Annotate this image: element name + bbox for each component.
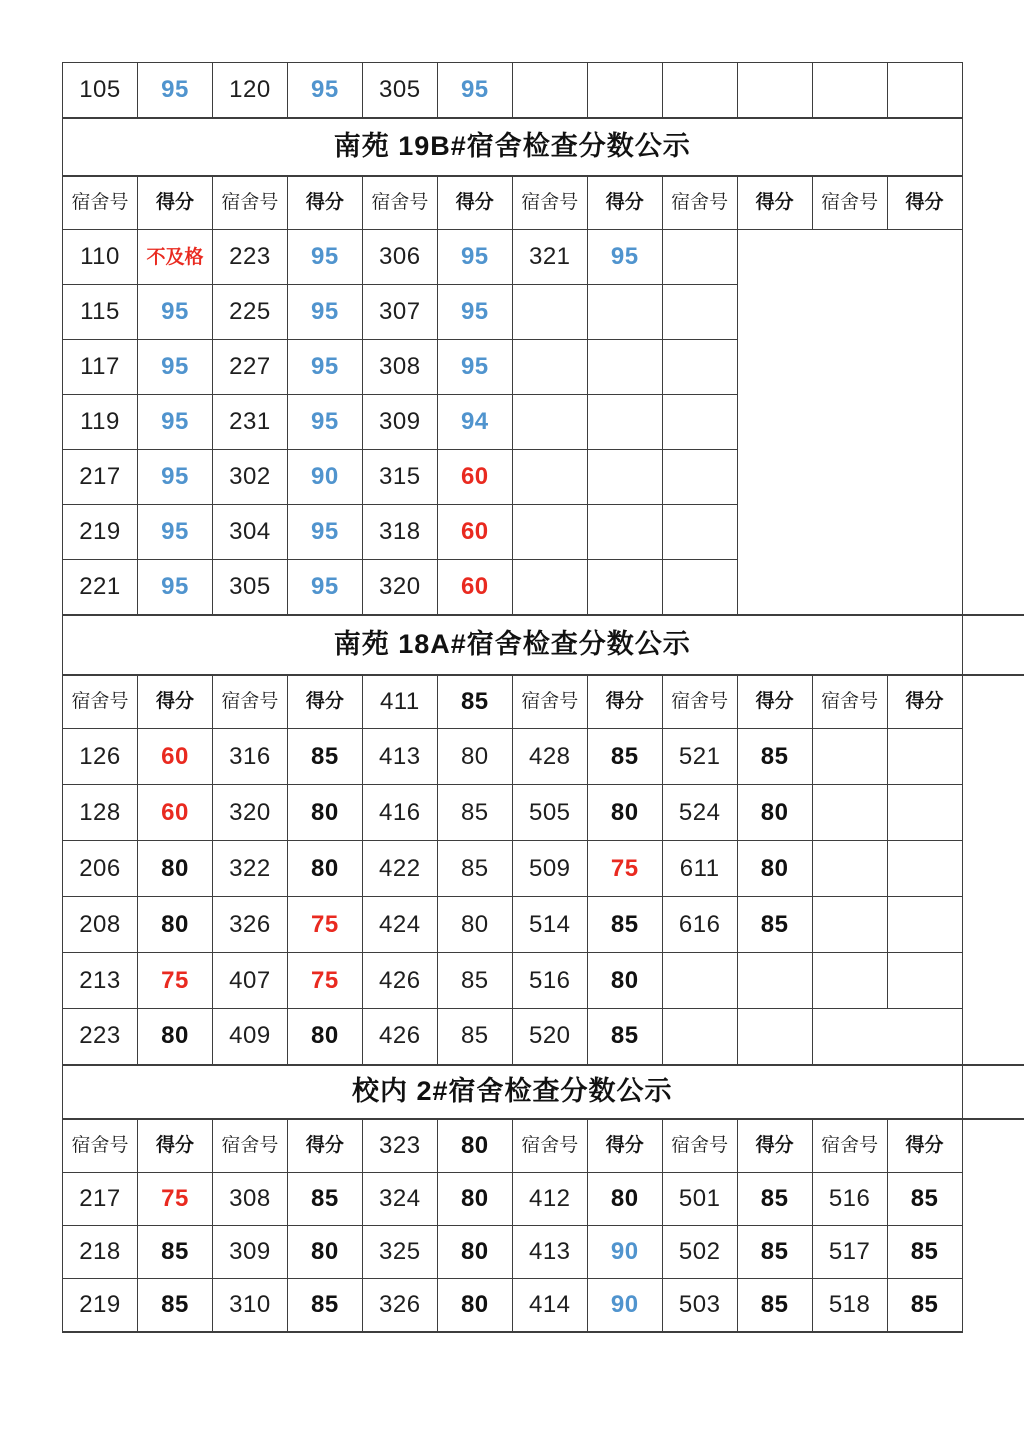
header-score-label-cell: 得分 <box>137 1119 212 1173</box>
room-number-cell: 325 <box>362 1226 437 1279</box>
score-cell: 90 <box>287 450 362 505</box>
score-cell: 80 <box>737 785 812 841</box>
page-margin-cell <box>962 953 1024 1009</box>
empty-cell <box>887 953 962 1009</box>
header-room-label-cell: 宿舍号 <box>212 1119 287 1173</box>
score-cell: 80 <box>137 897 212 953</box>
score-cell: 95 <box>287 63 362 118</box>
empty-cell <box>662 285 737 340</box>
score-cell: 85 <box>287 1173 362 1226</box>
room-number-cell: 517 <box>812 1226 887 1279</box>
room-number-cell: 501 <box>662 1173 737 1226</box>
room-number-cell: 306 <box>362 230 437 285</box>
score-cell: 80 <box>437 1279 512 1332</box>
section-title-row <box>63 118 1024 176</box>
page-margin-cell <box>962 1173 1024 1226</box>
dormitory-score-sheet <box>62 62 1024 1333</box>
room-number-cell: 520 <box>512 1009 587 1065</box>
room-number-cell: 304 <box>212 505 287 560</box>
score-cell: 95 <box>287 505 362 560</box>
empty-cell <box>662 953 737 1009</box>
empty-cell <box>512 450 587 505</box>
score-cell: 80 <box>437 1173 512 1226</box>
room-number-cell: 305 <box>362 63 437 118</box>
section-title-row <box>63 615 1024 675</box>
empty-cell <box>662 1009 737 1065</box>
table-row <box>63 785 1024 841</box>
room-number-cell: 227 <box>212 340 287 395</box>
empty-cell <box>587 505 662 560</box>
empty-cell <box>812 785 887 841</box>
header-room-label-cell: 宿舍号 <box>212 675 287 729</box>
score-cell: 95 <box>137 395 212 450</box>
score-cell: 80 <box>587 785 662 841</box>
room-number-cell: 302 <box>212 450 287 505</box>
score-cell: 80 <box>437 1226 512 1279</box>
header-score-label-cell: 得分 <box>737 176 812 230</box>
empty-cell <box>812 953 887 1009</box>
score-cell: 80 <box>287 1226 362 1279</box>
score-cell: 75 <box>287 897 362 953</box>
empty-cell <box>812 1009 962 1065</box>
empty-cell <box>587 560 662 615</box>
score-cell: 95 <box>137 63 212 118</box>
room-number-cell: 326 <box>212 897 287 953</box>
room-number-cell: 225 <box>212 285 287 340</box>
room-number-cell: 231 <box>212 395 287 450</box>
header-score-label-cell: 得分 <box>737 1119 812 1173</box>
room-number-cell: 616 <box>662 897 737 953</box>
room-number-cell: 309 <box>362 395 437 450</box>
room-number-cell: 411 <box>362 675 437 729</box>
header-score-label-cell: 得分 <box>137 675 212 729</box>
empty-cell <box>512 285 587 340</box>
score-cell: 85 <box>887 1173 962 1226</box>
empty-cell <box>662 395 737 450</box>
score-cell: 85 <box>887 1226 962 1279</box>
score-cell: 95 <box>287 560 362 615</box>
header-score-label-cell: 得分 <box>587 1119 662 1173</box>
room-number-cell: 407 <box>212 953 287 1009</box>
empty-cell <box>587 450 662 505</box>
empty-cell <box>587 340 662 395</box>
room-number-cell: 309 <box>212 1226 287 1279</box>
merged-empty-region <box>737 230 962 615</box>
header-score-label-cell: 得分 <box>137 176 212 230</box>
header-room-label-cell: 宿舍号 <box>512 675 587 729</box>
header-score-label-cell: 得分 <box>737 675 812 729</box>
table-row <box>63 729 1024 785</box>
room-number-cell: 110 <box>63 230 138 285</box>
table-row <box>63 1279 1024 1332</box>
score-cell: 80 <box>587 1173 662 1226</box>
room-number-cell: 320 <box>212 785 287 841</box>
room-number-cell: 424 <box>362 897 437 953</box>
header-room-label-cell: 宿舍号 <box>812 675 887 729</box>
room-number-cell: 413 <box>512 1226 587 1279</box>
header-row <box>63 675 1024 729</box>
room-number-cell: 206 <box>63 841 138 897</box>
score-cell: 95 <box>437 285 512 340</box>
page-margin-cell <box>962 1009 1024 1065</box>
score-cell: 80 <box>287 841 362 897</box>
score-cell: 85 <box>287 729 362 785</box>
page-margin-cell <box>962 785 1024 841</box>
header-room-label-cell: 宿舍号 <box>812 176 887 230</box>
room-number-cell: 223 <box>63 1009 138 1065</box>
score-cell: 95 <box>437 340 512 395</box>
header-room-label-cell: 宿舍号 <box>662 1119 737 1173</box>
score-cell: 85 <box>287 1279 362 1332</box>
score-cell: 85 <box>737 897 812 953</box>
room-number-cell: 521 <box>662 729 737 785</box>
score-cell: 80 <box>437 1119 512 1173</box>
room-number-cell: 505 <box>512 785 587 841</box>
room-number-cell: 85 <box>437 1009 512 1065</box>
score-cell: 85 <box>737 1173 812 1226</box>
score-cell: 85 <box>587 897 662 953</box>
score-cell: 85 <box>737 1279 812 1332</box>
empty-cell <box>587 285 662 340</box>
room-number-cell: 416 <box>362 785 437 841</box>
table-row <box>63 1226 1024 1279</box>
room-number-cell: 316 <box>212 729 287 785</box>
room-number-cell: 85 <box>437 953 512 1009</box>
section-title-xiaonei-2: 校内 2#宿舍检查分数公示 <box>63 1065 963 1119</box>
score-cell: 85 <box>437 675 512 729</box>
room-number-cell: 516 <box>512 953 587 1009</box>
empty-cell <box>737 63 812 118</box>
room-number-cell: 524 <box>662 785 737 841</box>
room-number-cell: 318 <box>362 505 437 560</box>
room-number-cell: 514 <box>512 897 587 953</box>
header-score-label-cell: 得分 <box>887 176 962 230</box>
score-cell: 60 <box>137 729 212 785</box>
room-number-cell: 426 <box>362 953 437 1009</box>
score-cell: 60 <box>437 505 512 560</box>
score-cell: 不及格 <box>137 230 212 285</box>
room-number-cell: 219 <box>63 1279 138 1332</box>
score-cell: 60 <box>437 450 512 505</box>
score-cell: 95 <box>137 505 212 560</box>
score-cell: 94 <box>437 395 512 450</box>
room-number-cell: 422 <box>362 841 437 897</box>
room-number-cell: 120 <box>212 63 287 118</box>
header-score-label-cell: 得分 <box>287 176 362 230</box>
room-number-cell: 320 <box>362 560 437 615</box>
page-margin-cell <box>962 505 1024 560</box>
room-number-cell: 503 <box>662 1279 737 1332</box>
room-number-cell: 322 <box>212 841 287 897</box>
score-cell: 85 <box>737 1226 812 1279</box>
score-cell: 75 <box>137 953 212 1009</box>
empty-cell <box>887 841 962 897</box>
score-cell: 95 <box>137 450 212 505</box>
header-room-label-cell: 宿舍号 <box>512 1119 587 1173</box>
page-margin-cell <box>962 675 1024 729</box>
room-number-cell: 413 <box>362 729 437 785</box>
header-score-label-cell: 得分 <box>887 675 962 729</box>
page-margin-cell <box>962 340 1024 395</box>
score-cell: 95 <box>287 395 362 450</box>
room-number-cell: 516 <box>812 1173 887 1226</box>
room-number-cell: 321 <box>512 230 587 285</box>
table-row <box>63 953 1024 1009</box>
empty-cell <box>887 897 962 953</box>
empty-cell <box>512 560 587 615</box>
empty-cell <box>662 450 737 505</box>
empty-cell <box>887 729 962 785</box>
room-number-cell: 80 <box>437 897 512 953</box>
page-margin-cell <box>962 729 1024 785</box>
empty-cell <box>812 729 887 785</box>
empty-cell <box>662 505 737 560</box>
header-row <box>63 1119 1024 1173</box>
score-cell: 85 <box>587 1009 662 1065</box>
header-score-label-cell: 得分 <box>587 675 662 729</box>
room-number-cell: 409 <box>212 1009 287 1065</box>
table-row <box>63 1009 1024 1065</box>
room-number-cell: 307 <box>362 285 437 340</box>
room-number-cell: 208 <box>63 897 138 953</box>
score-cell: 95 <box>137 340 212 395</box>
score-cell: 80 <box>137 841 212 897</box>
room-number-cell: 217 <box>63 450 138 505</box>
header-room-label-cell: 宿舍号 <box>63 1119 138 1173</box>
score-cell: 80 <box>137 1009 212 1065</box>
header-score-label-cell: 得分 <box>887 1119 962 1173</box>
room-number-cell: 85 <box>437 785 512 841</box>
room-number-cell: 502 <box>662 1226 737 1279</box>
score-cell: 80 <box>587 953 662 1009</box>
room-number-cell: 105 <box>63 63 138 118</box>
empty-cell <box>812 63 887 118</box>
score-cell: 85 <box>587 729 662 785</box>
header-room-label-cell: 宿舍号 <box>812 1119 887 1173</box>
room-number-cell: 323 <box>362 1119 437 1173</box>
score-cell: 85 <box>137 1226 212 1279</box>
score-cell: 95 <box>437 230 512 285</box>
score-cell: 80 <box>287 785 362 841</box>
empty-cell <box>662 340 737 395</box>
room-number-cell: 428 <box>512 729 587 785</box>
empty-cell <box>812 897 887 953</box>
room-number-cell: 85 <box>437 841 512 897</box>
room-number-cell: 518 <box>812 1279 887 1332</box>
header-score-label-cell: 得分 <box>287 1119 362 1173</box>
score-cell: 85 <box>887 1279 962 1332</box>
header-room-label-cell: 宿舍号 <box>512 176 587 230</box>
score-cell: 95 <box>287 230 362 285</box>
score-cell: 85 <box>737 729 812 785</box>
header-score-label-cell: 得分 <box>587 176 662 230</box>
empty-cell <box>587 395 662 450</box>
room-number-cell: 223 <box>212 230 287 285</box>
page-margin-cell <box>962 395 1024 450</box>
header-score-label-cell: 得分 <box>287 675 362 729</box>
room-number-cell: 308 <box>212 1173 287 1226</box>
page-margin-cell <box>962 118 1024 176</box>
empty-cell <box>587 63 662 118</box>
empty-cell <box>512 505 587 560</box>
room-number-cell: 611 <box>662 841 737 897</box>
score-cell: 95 <box>287 340 362 395</box>
header-score-label-cell: 得分 <box>437 176 512 230</box>
page-margin-cell <box>962 176 1024 230</box>
score-cell: 95 <box>287 285 362 340</box>
page-margin-cell <box>962 63 1024 118</box>
page-margin-cell <box>962 1119 1024 1173</box>
page-margin-cell <box>962 841 1024 897</box>
section-title-nanyuan-18a: 南苑 18A#宿舍检查分数公示 <box>63 615 963 675</box>
room-number-cell: 117 <box>63 340 138 395</box>
score-cell: 75 <box>287 953 362 1009</box>
page-margin-cell <box>962 560 1024 615</box>
room-number-cell: 308 <box>362 340 437 395</box>
score-cell: 95 <box>437 63 512 118</box>
empty-cell <box>512 63 587 118</box>
room-number-cell: 218 <box>63 1226 138 1279</box>
room-number-cell: 310 <box>212 1279 287 1332</box>
empty-cell <box>662 560 737 615</box>
score-cell: 90 <box>587 1279 662 1332</box>
score-cell: 95 <box>587 230 662 285</box>
header-room-label-cell: 宿舍号 <box>662 176 737 230</box>
section-title-row <box>63 1065 1024 1119</box>
empty-cell <box>737 953 812 1009</box>
room-number-cell: 305 <box>212 560 287 615</box>
room-number-cell: 221 <box>63 560 138 615</box>
header-room-label-cell: 宿舍号 <box>212 176 287 230</box>
score-cell: 75 <box>137 1173 212 1226</box>
table-row <box>63 230 1024 285</box>
table-row <box>63 897 1024 953</box>
score-cell: 60 <box>437 560 512 615</box>
empty-cell <box>512 340 587 395</box>
room-number-cell: 324 <box>362 1173 437 1226</box>
room-number-cell: 128 <box>63 785 138 841</box>
empty-cell <box>812 841 887 897</box>
score-cell: 60 <box>137 785 212 841</box>
room-number-cell: 115 <box>63 285 138 340</box>
room-number-cell: 126 <box>63 729 138 785</box>
room-number-cell: 119 <box>63 395 138 450</box>
page-margin-cell <box>962 1279 1024 1332</box>
score-cell: 95 <box>137 560 212 615</box>
page-margin-cell <box>962 450 1024 505</box>
page-margin-cell <box>962 230 1024 285</box>
score-cell: 80 <box>737 841 812 897</box>
header-room-label-cell: 宿舍号 <box>63 176 138 230</box>
score-cell: 75 <box>587 841 662 897</box>
score-cell: 85 <box>137 1279 212 1332</box>
room-number-cell: 315 <box>362 450 437 505</box>
room-number-cell: 219 <box>63 505 138 560</box>
empty-cell <box>662 230 737 285</box>
header-row <box>63 176 1024 230</box>
empty-cell <box>662 63 737 118</box>
continuation-row <box>63 63 1024 118</box>
empty-cell <box>512 395 587 450</box>
page-margin-cell <box>962 897 1024 953</box>
room-number-cell: 412 <box>512 1173 587 1226</box>
score-cell: 90 <box>587 1226 662 1279</box>
empty-cell <box>887 63 962 118</box>
empty-cell <box>887 785 962 841</box>
cutoff-edge-cell <box>962 1065 1024 1119</box>
header-room-label-cell: 宿舍号 <box>362 176 437 230</box>
score-cell: 80 <box>287 1009 362 1065</box>
room-number-cell: 80 <box>437 729 512 785</box>
page-margin-cell <box>962 1226 1024 1279</box>
room-number-cell: 213 <box>63 953 138 1009</box>
header-room-label-cell: 宿舍号 <box>63 675 138 729</box>
section-title-nanyuan-19b: 南苑 19B#宿舍检查分数公示 <box>63 118 963 176</box>
room-number-cell: 426 <box>362 1009 437 1065</box>
header-room-label-cell: 宿舍号 <box>662 675 737 729</box>
room-number-cell: 326 <box>362 1279 437 1332</box>
room-number-cell: 509 <box>512 841 587 897</box>
room-number-cell: 414 <box>512 1279 587 1332</box>
room-number-cell: 217 <box>63 1173 138 1226</box>
page-margin-cell <box>962 285 1024 340</box>
table-row <box>63 1173 1024 1226</box>
table-row <box>63 841 1024 897</box>
cutoff-edge-cell <box>962 615 1024 675</box>
score-cell: 95 <box>137 285 212 340</box>
empty-cell <box>737 1009 812 1065</box>
